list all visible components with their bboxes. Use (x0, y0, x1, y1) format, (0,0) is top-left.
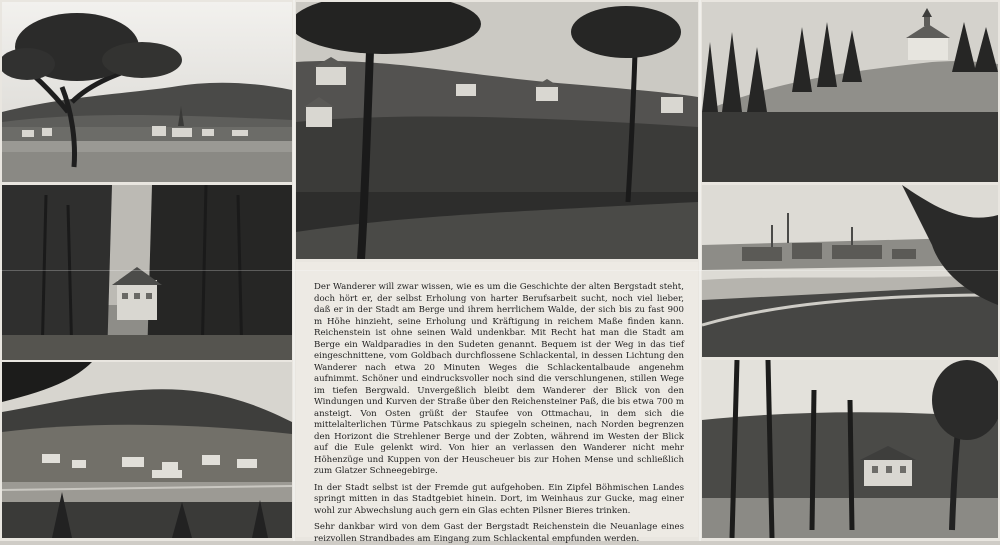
paragraph-strandbad: Sehr dankbar wird von dem Gast der Bergstadt Reichenstein die Neuanlage eines reizvollen Strandbades am Eingang zum Schlackental empfunden werden. (314, 522, 684, 544)
photo-hilltop-chapel (702, 2, 998, 182)
photo-forest-path (2, 185, 292, 360)
photo-industrial-valley (702, 185, 998, 357)
paragraph-stadt: In der Stadt selbst ist der Fremde gut aufgehoben. Ein Zipfel Böhmischen Landes springt mitten in das Stadtgebiet hinein. Dort, im Weinhaus zur Gucke, mag einer wohl zur Abwechslung auch gern ein Glas echten Pilsner Bieres trinken. (314, 482, 684, 516)
brochure-text-panel (296, 262, 698, 544)
paragraph-wanderer: Der Wanderer will zwar wissen, wie es um die Geschichte der alten Bergstadt steht, doch hört er, der selbst Erholung von harter Berufsarbeit sucht, noch viel lieber, daß er in der Stadt am Berge und ihrem herrlichem Walde, der sich bis zu fast 900 m Höhe hinzieht, seine Erholung und Kräftigung in reichem Maße finden kann. Reichenstein ist ohne seinen Wald undenkbar. Mit Recht hat man die Stadt am Berge ein Waldparadies in den Sudeten genannt. Bequem ist der Weg in das tief eingeschnittene, vom Goldbach durchflossene Schlackental, in dessen Lichtung den Wanderer nach etwa 20 Minuten Weges die Schlackentalbaude angenehm aufnimmt. Schöner und eindrucksvoller noch sind die verschlungenen, stillen Wege im tiefen Bergwald. Unvergeßlich bleibt dem Wanderer der Blick von den Windungen und Kurven der Straße über den Reichensteiner Paß, die bis etwa 700 m ansteigt. Von Osten grüßt der Staufee von Ottmachau, in dem sich die mittelalterlichen Türme Patschkaus zu spiegeln scheinen, nach Norden begrenzen den Horizont die Strehlener Berge und der Zobten, während im Westen der Blick auf die Eule gelenkt wird. Von hier an verlassen den Wanderer nicht mehr Höhenzüge und Kuppen von der Heuscheuer bis zur Hohen Mense und schließlich zum Glatzer Schneegebirge. (314, 282, 684, 477)
photo-town-valley (2, 362, 292, 538)
photo-village-meadow (2, 2, 292, 182)
fold-line-horizontal (0, 270, 1000, 271)
photo-hillside-villas (296, 2, 698, 259)
photo-park-house (702, 360, 998, 538)
